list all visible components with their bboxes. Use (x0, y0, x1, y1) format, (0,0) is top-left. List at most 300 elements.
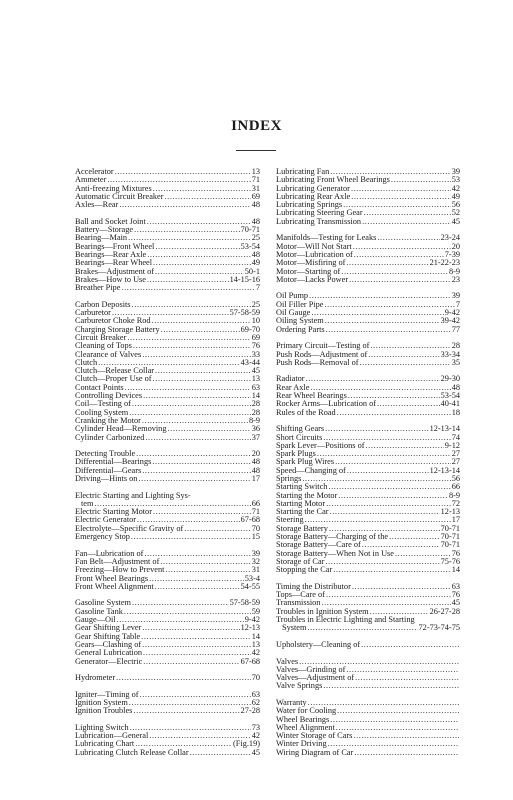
entry-page: 52 (451, 208, 460, 218)
entry-topic: Brakes—How to Use (75, 274, 146, 284)
dot-leader (147, 218, 251, 226)
entry-topic: Carburetor (75, 308, 111, 318)
entry-page: 42 (251, 648, 260, 658)
entry-topic: Valves—Adjustment of (276, 673, 355, 683)
dot-leader (127, 334, 250, 342)
dot-leader (389, 533, 440, 541)
entry-topic: Lubricating Clutch Release Collar (75, 747, 189, 757)
entry-topic: Ammeter (75, 175, 107, 185)
entry-page: (Fig.19) (233, 739, 260, 749)
index-group (276, 583, 460, 633)
entry-topic: Rear Axle (276, 382, 310, 392)
dot-leader (336, 724, 459, 732)
entry-page: 74 (451, 432, 460, 442)
entry-page: 77 (451, 324, 460, 334)
entry-page: 70-71 (440, 523, 460, 533)
index-entry (75, 284, 260, 292)
entry-page: 39 (451, 167, 460, 176)
entry-page: 27 (451, 457, 460, 467)
entry-page: 13 (251, 167, 260, 176)
entry-topic: Freezing—How to Prevent (75, 565, 165, 575)
entry-topic: Clutch—Proper Use of (75, 374, 152, 384)
entry-topic: Rocker Arms—Lubrication of (276, 399, 376, 409)
entry-page: 35 (451, 357, 460, 367)
entry-topic: Fan—Lubrication of (75, 548, 144, 558)
entry-page: 17 (451, 515, 460, 525)
entry-page: 70-71 (440, 540, 460, 550)
entry-topic: Ball and Socket Joint (75, 216, 146, 226)
index-entry (276, 409, 460, 417)
dot-leader (141, 633, 251, 641)
entry-topic: Bearings—Rear Wheel (75, 258, 153, 268)
entry-page: 14-15-16 (229, 274, 260, 284)
entry-topic: Lubricating Transmission (276, 216, 362, 226)
entry-page: 28 (451, 341, 460, 351)
dot-leader (129, 409, 250, 417)
entry-topic: Lubrication—General (75, 731, 149, 741)
index-group (75, 674, 260, 682)
index-column-left (75, 168, 260, 765)
entry-topic: Winter Storage of Cars (276, 731, 353, 741)
dot-leader (133, 707, 239, 715)
entry-topic: Differential—Bearings (75, 457, 152, 467)
entry-page: 67-68 (240, 656, 260, 666)
entry-page: 62 (251, 698, 260, 707)
entry-page: 26-27-28 (429, 606, 460, 616)
entry-page: 69 (251, 332, 260, 342)
entry-topic: Gauge—Oil (75, 615, 116, 625)
entry-page: 71 (251, 507, 260, 517)
entry-page: 8-9 (248, 415, 260, 425)
entry-topic: Wheel Alignment (276, 722, 335, 732)
dot-leader (164, 193, 250, 201)
entry-topic: Rules of the Road (276, 407, 336, 417)
entry-page: 42 (451, 183, 460, 193)
entry-topic: Clutch—Release Collar (75, 366, 155, 376)
entry-topic: Warranty (276, 698, 307, 707)
entry-page: 45 (451, 598, 460, 608)
dot-leader (362, 218, 451, 226)
dot-leader (309, 292, 451, 300)
dot-leader (326, 326, 451, 334)
entry-topic: Push Rods—Removal of (276, 357, 359, 367)
entry-page: 32 (251, 556, 260, 566)
entry-topic: Cleaning of Tops (75, 341, 132, 351)
entry-topic: Upholstery—Cleaning of (276, 639, 361, 649)
index-group (276, 375, 460, 416)
entry-topic: Ignition Troubles (75, 706, 133, 716)
entry-topic: System (282, 623, 307, 633)
entry-topic: Motor—Will Not Start (276, 241, 352, 251)
entry-page: 20 (251, 449, 260, 459)
entry-page: 57-58-59 (229, 308, 260, 318)
dot-leader (351, 185, 451, 193)
entry-topic: Rear Wheel Bearings (276, 391, 347, 401)
entry-page: 48 (251, 465, 260, 475)
entry-topic: Storage Battery—When Not in Use (276, 548, 394, 558)
entry-page: 53-54 (440, 391, 460, 401)
dot-leader (145, 434, 250, 442)
entry-page: 59 (251, 606, 260, 616)
dot-leader (324, 301, 454, 309)
entry-topic: Valves—Grinding of (276, 664, 346, 674)
entry-page: 12-13-14 (429, 424, 460, 434)
dot-leader (352, 583, 451, 591)
entry-page: 18 (451, 407, 460, 417)
entry-page: 72 (451, 498, 460, 508)
index-group (75, 492, 260, 542)
entry-topic: Brakes—Adjustment of (75, 266, 155, 276)
index-group (276, 168, 460, 226)
dot-leader (377, 234, 439, 242)
dot-leader (326, 591, 451, 599)
entry-topic: Oiling System (276, 316, 324, 326)
entry-page: 48 (251, 200, 260, 210)
index-entry (75, 533, 260, 541)
entry-page: 63 (251, 689, 260, 699)
dot-leader (133, 342, 251, 350)
index-group (75, 450, 260, 483)
index-entry (75, 351, 260, 359)
dot-leader (132, 599, 229, 607)
dot-leader (338, 492, 448, 500)
entry-topic: Starting Switch (276, 482, 328, 492)
entry-page: 76 (451, 590, 460, 600)
entry-topic: Differential—Gears (75, 465, 142, 475)
entry-topic: Carburetor Choke Rod (75, 316, 151, 326)
index-entry (276, 624, 460, 632)
entry-page: 25 (251, 299, 260, 309)
entry-topic: Short Circuits (276, 432, 323, 442)
entry-topic: Charging Storage Battery (75, 324, 160, 334)
entry-topic: Troubles in Ignition System (276, 606, 369, 616)
entry-topic: Automatic Circuit Breaker (75, 191, 164, 201)
dot-leader (341, 268, 448, 276)
entry-topic: Starting the Car (276, 507, 329, 517)
entry-topic: Gears—Clashing of (75, 639, 142, 649)
entry-topic: Timing the Distributor (276, 581, 351, 591)
index-group (75, 724, 260, 757)
entry-topic: Electric Generator (75, 515, 137, 525)
entry-page: 63 (251, 382, 260, 392)
index-entry (276, 359, 460, 367)
entry-page: 39 (251, 548, 260, 558)
entry-page: 12-13-14 (429, 465, 460, 475)
entry-topic: Electrolyte—Specific Gravity of (75, 523, 184, 533)
entry-topic: Motor—Misfiring of (276, 258, 346, 268)
dot-leader (161, 326, 240, 334)
entry-topic: Storage of Car (276, 556, 325, 566)
entry-topic: Storage Battery—Charging of the (276, 532, 389, 542)
entry-topic: Shifting Gears (276, 424, 325, 434)
entry-page: 31 (251, 565, 260, 575)
index-entry (75, 749, 260, 757)
dot-leader (190, 749, 251, 757)
dot-leader (143, 392, 251, 400)
index-entry (75, 583, 260, 591)
index-entry (75, 434, 260, 442)
dot-leader (136, 450, 251, 458)
entry-page: 14 (251, 391, 260, 401)
entry-topic: Anti-freezing Mixtures (75, 183, 152, 193)
entry-page: 9-12 (444, 440, 460, 450)
entry-topic: Starting the Motor (276, 490, 338, 500)
dot-leader (149, 575, 244, 583)
entry-topic: Carbon Deposits (75, 299, 131, 309)
entry-topic: Breather Pipe (75, 283, 121, 293)
entry-topic: Gear Shifting Lever (75, 623, 142, 633)
dot-leader (153, 375, 251, 383)
entry-page: 48 (251, 216, 260, 226)
dot-leader (129, 699, 251, 707)
dot-leader (349, 276, 451, 284)
dot-leader (147, 276, 229, 284)
entry-page: 12-13 (440, 507, 460, 517)
entry-topic: Manifolds—Testing for Leaks (276, 233, 377, 243)
dot-leader (351, 193, 451, 201)
entry-topic: Emergency Stop (75, 532, 130, 542)
entry-page: 39-42 (440, 316, 460, 326)
dot-leader (153, 508, 251, 516)
entry-page: 71 (251, 175, 260, 185)
index-entry (276, 682, 460, 690)
entry-page: 9-42 (244, 615, 260, 625)
entry-page: 29-30 (440, 374, 460, 384)
entry-page: 14 (451, 565, 460, 575)
entry-topic: Lubricating Front Wheel Bearings (276, 175, 390, 185)
index-group (75, 691, 260, 716)
entry-topic: Lubricating Steering Gear (276, 208, 363, 218)
dot-leader (115, 168, 251, 176)
dot-leader (138, 475, 250, 483)
index-group (276, 234, 460, 284)
entry-page: 53-54 (240, 241, 260, 251)
entry-topic: Lubricating Fan (276, 167, 330, 176)
entry-page: 69 (251, 191, 260, 201)
entry-page: 12-13 (240, 623, 260, 633)
entry-page: 76 (251, 341, 260, 351)
entry-page: 25 (251, 233, 260, 243)
entry-topic: Axles—Rear (75, 200, 119, 210)
entry-page: 76 (451, 548, 460, 558)
dot-leader (143, 649, 251, 657)
entry-topic: Electric Starting and Lighting Sys- (75, 490, 191, 500)
dot-leader (132, 400, 251, 408)
entry-page: 53 (451, 175, 460, 185)
dot-leader (131, 533, 251, 541)
entry-page: 36 (251, 424, 260, 434)
entry-page: 48 (451, 382, 460, 392)
entry-page: 7-39 (444, 249, 460, 259)
entry-topic: Steering (276, 515, 304, 525)
index-group (276, 641, 460, 649)
entry-topic: Transmission (276, 598, 321, 608)
entry-topic: Cranking the Motor (75, 415, 141, 425)
entry-page: 63 (451, 581, 460, 591)
entry-page: 45 (251, 366, 260, 376)
dot-leader (325, 558, 439, 566)
dot-leader (355, 674, 459, 682)
entry-topic: Spark Lever—Positions of (276, 440, 365, 450)
entry-page: 48 (251, 249, 260, 259)
index-group (276, 292, 460, 333)
dot-leader (311, 309, 443, 317)
dot-leader (119, 201, 250, 209)
entry-page: 21-22-23 (429, 258, 460, 268)
entry-topic: Accelerator (75, 167, 114, 176)
entry-page: 70 (251, 673, 260, 683)
dot-leader (155, 367, 251, 375)
entry-topic: Springs (276, 473, 302, 483)
dot-leader (326, 500, 451, 508)
entry-page: 54-55 (240, 581, 260, 591)
entry-page: 67-68 (240, 515, 260, 525)
dot-leader (377, 400, 440, 408)
index-group (276, 342, 460, 367)
dot-leader (142, 351, 251, 359)
index-entry (276, 641, 460, 649)
entry-page: 70 (251, 523, 260, 533)
entry-topic: Driving—Hints on (75, 473, 138, 483)
entry-topic: Front Wheel Alignment (75, 581, 154, 591)
index-entry (276, 218, 460, 226)
entry-topic: Cylinder Carbonized (75, 432, 145, 442)
entry-topic: Lubricating Springs (276, 200, 343, 210)
dot-leader (391, 176, 451, 184)
entry-topic: Ignition System (75, 698, 128, 707)
dot-leader (370, 342, 450, 350)
entry-page: 56 (451, 200, 460, 210)
dot-leader (306, 375, 440, 383)
entry-page: 53-4 (244, 573, 260, 583)
dot-leader (360, 359, 451, 367)
dot-leader (323, 682, 459, 690)
dot-leader (307, 624, 417, 632)
index-entry (276, 749, 460, 757)
index-group (276, 658, 460, 691)
dot-leader (328, 483, 450, 491)
entry-page: 56 (451, 473, 460, 483)
entry-page: 66 (451, 482, 460, 492)
dot-leader (184, 525, 250, 533)
entry-page: 66 (251, 498, 260, 508)
dot-leader (364, 209, 451, 217)
entry-page: 70-71 (240, 225, 260, 235)
dot-leader (124, 608, 251, 616)
dot-leader (368, 351, 439, 359)
entry-page: 8-9 (448, 266, 460, 276)
entry-page: 33 (251, 349, 260, 359)
entry-topic: Lubricating Generator (276, 183, 350, 193)
entry-topic: Radiator (276, 374, 305, 384)
index-entry (276, 276, 460, 284)
entry-topic: Cylinder Head—Removing (75, 424, 167, 434)
dot-leader (134, 226, 240, 234)
dot-leader (121, 284, 254, 292)
entry-page: 28 (251, 407, 260, 417)
entry-topic: Bearings—Rear Axle (75, 249, 147, 259)
dot-leader (144, 550, 250, 558)
dot-leader (152, 458, 250, 466)
dot-leader (142, 624, 239, 632)
entry-page: 40-41 (440, 399, 460, 409)
dot-leader (347, 467, 429, 475)
entry-page: 14 (251, 631, 260, 641)
entry-page: 42 (251, 731, 260, 741)
index-group (276, 699, 460, 757)
entry-page: 10 (251, 316, 260, 326)
dot-leader (160, 558, 250, 566)
dot-leader (167, 425, 250, 433)
entry-page: 45 (451, 216, 460, 226)
entry-topic: Gear Shifting Table (75, 631, 141, 641)
entry-topic: Wheel Bearings (276, 714, 330, 724)
entry-topic: Oil Gauge (276, 308, 311, 318)
dot-leader (366, 442, 444, 450)
dot-leader (325, 425, 428, 433)
entry-topic: General Lubrication (75, 648, 143, 658)
entry-topic: Circuit Breaker (75, 332, 127, 342)
entry-page: 37 (251, 432, 260, 442)
entry-topic: Troubles in Electric Lighting and Starting (276, 615, 415, 625)
entry-page: 23-24 (440, 233, 460, 243)
entry-topic: Generator—Electric (75, 656, 143, 666)
entry-topic: Bearing—Main (75, 233, 128, 243)
dot-leader (330, 508, 440, 516)
entry-page: 43-44 (240, 357, 260, 367)
entry-topic: Motor—Starting of (276, 266, 341, 276)
entry-topic: Contact Points (75, 382, 124, 392)
entry-topic: Storage Battery (276, 523, 328, 533)
index-entry (75, 674, 260, 682)
entry-topic: Winter Driving (276, 739, 327, 749)
dot-leader (165, 566, 250, 574)
entry-topic: Wiring Diagram of Car (276, 747, 354, 757)
entry-topic: Water for Cooling (276, 706, 337, 716)
dot-leader (346, 666, 459, 674)
entry-topic: Lighting Switch (75, 722, 129, 732)
entry-page: 72-73-74-75 (418, 623, 460, 633)
entry-topic: Valves (276, 656, 299, 666)
entry-page: 7 (455, 299, 460, 309)
entry-page: 27 (451, 449, 460, 459)
entry-topic: Front Wheel Bearings (75, 573, 149, 583)
index-entry (276, 326, 460, 334)
entry-topic: Gasoline Tank (75, 606, 123, 616)
entry-topic: Electric Starting Motor (75, 507, 152, 517)
entry-page: 31 (251, 183, 260, 193)
index-entry (75, 201, 260, 209)
dot-leader (333, 566, 450, 574)
dot-leader (155, 243, 239, 251)
entry-page: 9-42 (444, 308, 460, 318)
entry-topic: Lubricating Chart (75, 739, 135, 749)
entry-topic: Detecting Trouble (75, 449, 136, 459)
entry-topic: Stopping the Car (276, 565, 333, 575)
entry-page: 49 (451, 191, 460, 201)
entry-topic: Fan Belt—Adjustment of (75, 556, 160, 566)
dot-leader (353, 243, 451, 251)
entry-topic: Lubricating Rear Axle (276, 191, 351, 201)
entry-page: 57-58-59 (229, 598, 260, 608)
entry-topic: Controlling Devices (75, 391, 143, 401)
entry-topic: Bearings—Front Wheel (75, 241, 155, 251)
dot-leader (346, 259, 428, 267)
entry-topic: Valve Springs (276, 681, 323, 691)
dot-leader (116, 674, 251, 682)
index-entry (75, 475, 260, 483)
entry-topic: Tops—Care of (276, 590, 325, 600)
